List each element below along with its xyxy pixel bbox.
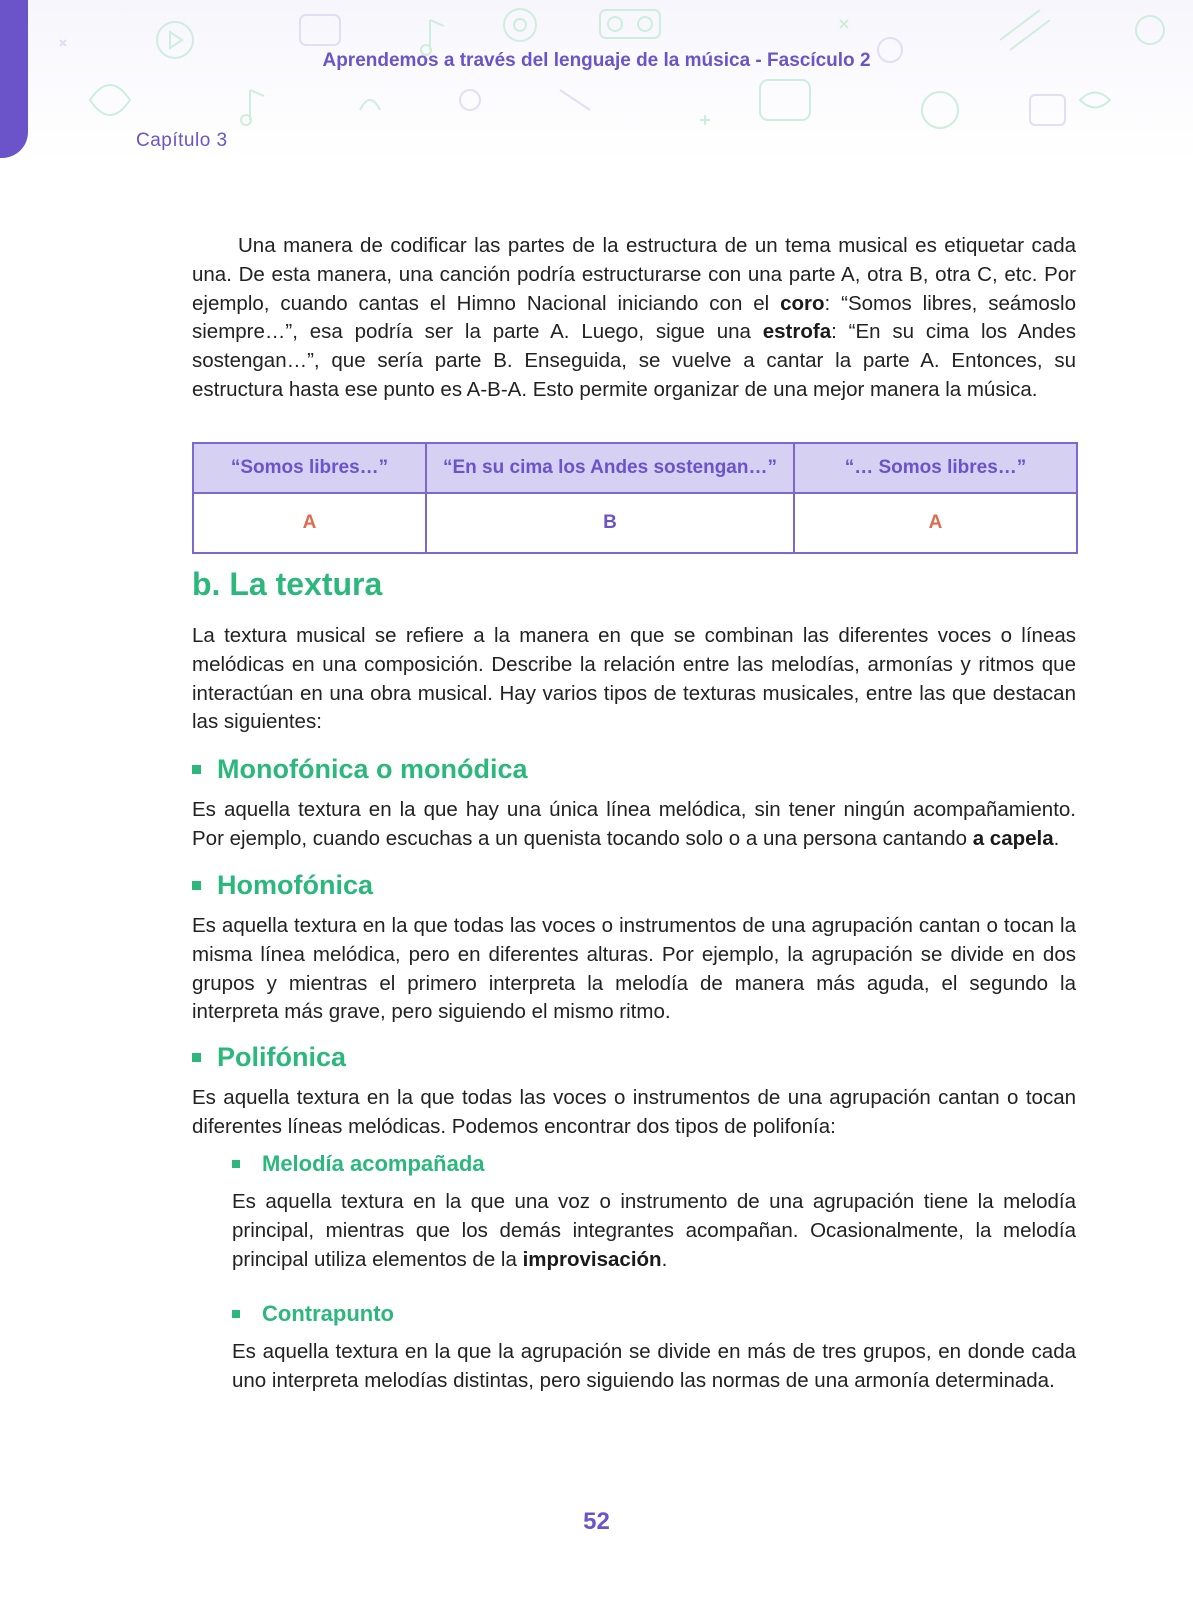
intro-paragraph bbox=[192, 232, 1076, 405]
melodia-text-block bbox=[232, 1188, 1076, 1274]
mono-text-1: Es aquella textura en la que hay una única línea melódica, sin tener ningún acompañamiento. Por ejemplo, cuando escuchas a un quenista tocando solo o a una persona cantando bbox=[192, 798, 1076, 850]
melodia-heading-text: Melodía acompañada bbox=[262, 1151, 485, 1176]
table-header-row bbox=[193, 443, 1077, 493]
chapter-label: Capítulo 3 bbox=[136, 130, 228, 151]
section-intro-paragraph: La textura musical se refiere a la manera en que se combinan las diferentes voces o líneas melódicas en una composición. Describe la relación entre las melodías, armonías y ritmos que interactúan en una obra musical. Hay varios tipos de texturas musicales, entre las que destacan las siguientes: bbox=[192, 624, 1076, 734]
homo-heading bbox=[192, 870, 1076, 901]
table-header-cell: “Somos libres…” bbox=[193, 443, 426, 493]
melodia-text-1: Es aquella textura en la que una voz o instrumento de una agrupación tiene la melodía principal, mientras que los demás integrantes acompañan. Ocasionalmente, la melodía principal utiliza elementos de la bbox=[232, 1190, 1076, 1271]
contra-heading-text: Contrapunto bbox=[262, 1301, 394, 1326]
table-cell-letter: A bbox=[193, 493, 426, 553]
mono-heading-block bbox=[192, 754, 1076, 785]
poli-text-block bbox=[192, 1084, 1076, 1142]
melodia-paragraph bbox=[232, 1188, 1076, 1274]
mono-heading-text: Monofónica o monódica bbox=[217, 754, 528, 784]
intro-text-1: Una manera de codificar las partes de la estructura de un tema musical es etiquetar cada una. De esta manera, una canción podría estructurarse con una parte A, otra B, otra C, etc. Por ejemplo, cuando cantas el Himno Nacional iniciando con el bbox=[192, 234, 1076, 315]
table-cell-letter: B bbox=[426, 493, 794, 553]
poli-heading-text: Polifónica bbox=[217, 1042, 347, 1072]
term-coro: coro bbox=[780, 291, 825, 315]
contra-paragraph: Es aquella textura en la que la agrupación se divide en más de tres grupos, en donde cada uno interpreta melodías distintas, pero siguiendo las normas de una armonía determinada. bbox=[232, 1340, 1076, 1392]
table-header-cell: “En su cima los Andes sostengan…” bbox=[426, 443, 794, 493]
term-a-capela: a capela bbox=[972, 826, 1054, 850]
intro-text-2: : “Somos libres, seámoslo siempre…”, esa podría ser la parte A. Luego, sigue una bbox=[192, 291, 1076, 344]
homo-paragraph: Es aquella textura en la que todas las voces o instrumentos de una agrupación cantan o tocan la misma línea melódica, pero en diferentes alturas. Por ejemplo, la agrupación se divide en dos grupos y mientras el primero interpreta la melodía de manera más aguda, el segundo la interpreta más grave, pero siguiendo el mismo ritmo. bbox=[192, 914, 1076, 1024]
melodia-heading bbox=[232, 1151, 1076, 1177]
mono-paragraph bbox=[192, 796, 1076, 854]
square-bullet-icon bbox=[192, 1053, 201, 1062]
table-header-cell: “… Somos libres…” bbox=[794, 443, 1077, 493]
mono-text-2: . bbox=[1053, 826, 1060, 850]
table-row bbox=[193, 493, 1077, 553]
homo-heading-block bbox=[192, 870, 1076, 901]
section-intro-block bbox=[192, 622, 1076, 737]
contra-text-block bbox=[232, 1338, 1076, 1396]
square-bullet-icon bbox=[192, 881, 201, 890]
intro-paragraph-block bbox=[192, 232, 1076, 405]
poli-heading bbox=[192, 1042, 1076, 1073]
square-bullet-icon bbox=[232, 1160, 240, 1168]
poli-heading-block bbox=[192, 1042, 1076, 1073]
homo-heading-text: Homofónica bbox=[217, 870, 374, 900]
page-number: 52 bbox=[583, 1508, 610, 1535]
square-bullet-icon bbox=[192, 765, 201, 774]
table-cell-letter: A bbox=[794, 493, 1077, 553]
melodia-text-2: . bbox=[661, 1247, 668, 1271]
term-estrofa: estrofa bbox=[762, 320, 832, 344]
side-tab bbox=[0, 0, 28, 158]
mono-heading bbox=[192, 754, 1076, 785]
term-improvisacion: improvisación bbox=[522, 1247, 662, 1271]
melodia-heading-block bbox=[232, 1151, 1076, 1177]
section-heading: b. La textura bbox=[192, 566, 383, 602]
running-header-title: Aprendemos a través del lenguaje de la música - Fascículo 2 bbox=[322, 50, 871, 71]
intro-text-3: : “En su cima los Andes sostengan…”, que sería parte B. Enseguida, se vuelve a cantar la parte A. Entonces, su estructura hasta ese punto es A-B-A. Esto permite organizar de una mejor manera la música. bbox=[192, 320, 1076, 401]
square-bullet-icon bbox=[232, 1310, 240, 1318]
song-structure-table bbox=[192, 442, 1078, 554]
homo-text-block bbox=[192, 912, 1076, 1027]
poli-paragraph: Es aquella textura en la que todas las voces o instrumentos de una agrupación cantan o tocan diferentes líneas melódicas. Podemos encontrar dos tipos de polifonía: bbox=[192, 1086, 1076, 1138]
mono-text-block bbox=[192, 796, 1076, 854]
contra-heading-block bbox=[232, 1301, 1076, 1327]
contra-heading bbox=[232, 1301, 1076, 1327]
